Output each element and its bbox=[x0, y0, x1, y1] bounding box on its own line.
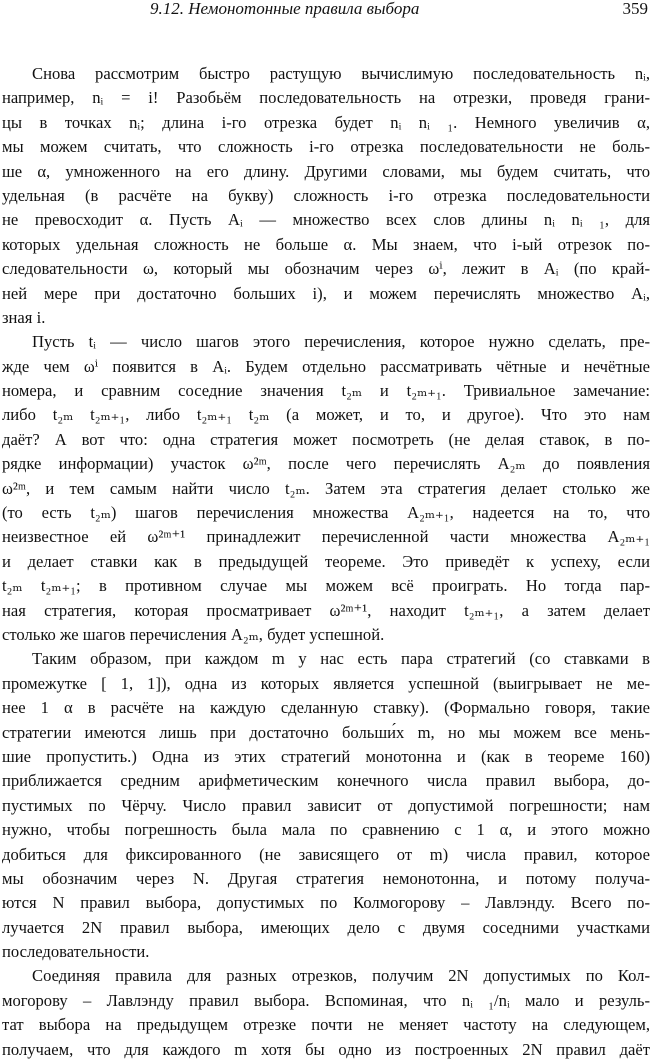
page-number: 359 bbox=[622, 0, 648, 18]
text-line: лучается 2N правил выбора, имеющих дело с двумя соседними участками bbox=[2, 917, 650, 937]
text-line: Пусть tᵢ — число шагов этого перечисления, которое нужно сделать, пре- bbox=[32, 332, 650, 352]
text-line: тат выбора на предыдущем отрезке почти не меняет частоту на следующем, bbox=[2, 1015, 650, 1035]
text-line: нужно, чтобы погрешность была мала по сравнению с 1 α, и этого можно bbox=[2, 820, 650, 840]
text-line: добиться для фиксированного (не зависящего от m) числа правил, которое bbox=[2, 844, 650, 864]
text-line: Снова рассмотрим быстро растущую вычислимую последовательность nᵢ, bbox=[32, 64, 650, 83]
text-line: Соединяя правила для разных отрезков, получим 2N допустимых по Кол- bbox=[32, 966, 650, 986]
text-line: ω²ᵐ, и тем самым найти число t₂ₘ. Затем эта стратегия делает столько же bbox=[2, 478, 650, 498]
page-header bbox=[0, 0, 652, 21]
text-line: нее 1 α в расчёте на каждую сделанную ставку). (Формально говоря, такие bbox=[2, 698, 650, 718]
text-line: пустимых по Чёрчу. Число правил зависит от допустимой погрешности; нам bbox=[2, 795, 650, 815]
text-line: столько же шагов перечисления A₂ₘ, будет успешной. bbox=[2, 624, 385, 644]
text-line: получаем, что для каждого m хотя бы одно из построенных 2N правил даёт bbox=[2, 1039, 650, 1059]
text-line: Таким образом, при каждом m у нас есть пара стратегий (со ставками в bbox=[32, 649, 650, 669]
text-line: могорову – Лавлэнду правил выбора. Вспоминая, что nᵢ ₁/nᵢ мало и резуль- bbox=[2, 990, 650, 1010]
running-title: 9.12. Немонотонные правила выбора bbox=[150, 0, 420, 18]
text-line: мы можем считать, что сложность i-го отрезка последовательности не боль- bbox=[2, 137, 650, 157]
text-line: ней мере при достаточно больших i), и можем перечислять множество Aᵢ, bbox=[2, 283, 650, 303]
text-line: неизвестное ей ω²ᵐ⁺¹ принадлежит перечисленной части множества A₂ₘ₊₁ bbox=[2, 527, 650, 547]
text-line: стратегии имеются лишь при достаточно больши́х m, но мы можем все мень- bbox=[2, 722, 650, 742]
text-line: приближается средним арифметическим конечного числа правил выбора, до- bbox=[2, 771, 650, 791]
text-line: не превосходит α. Пусть Aᵢ — множество всех слов длины nᵢ nᵢ ₁, для bbox=[2, 210, 650, 230]
text-line: мы обозначим через N. Другая стратегия немонотонна, и потому получа- bbox=[2, 868, 650, 888]
text-line: промежутке [ 1, 1]), одна из которых является успешной (выигрывает не ме- bbox=[2, 673, 650, 693]
text-line: например, nᵢ = i! Разобьём последовательность на отрезки, проведя грани- bbox=[2, 88, 650, 108]
text-line: ше α, умноженного на его длину. Другими словами, мы будем считать, что bbox=[2, 161, 650, 181]
text-line: рядке информации) участок ω²ᵐ, после чего перечислять A₂ₘ до появления bbox=[2, 454, 650, 474]
text-line: последовательности. bbox=[2, 942, 150, 962]
text-line: ная стратегия, которая просматривает ω²ᵐ⁺¹, находит t₂ₘ₊₁, а затем делает bbox=[2, 600, 650, 620]
text-line: ются N правил выбора, допустимых по Колмогорову – Лавлэнду. Всего по- bbox=[2, 893, 650, 913]
text-line: даёт? А вот что: одна стратегия может посмотреть (не делая ставок, в по- bbox=[2, 429, 650, 449]
text-line: t₂ₘ t₂ₘ₊₁; в противном случае мы можем всё проиграть. Но тогда пар- bbox=[2, 576, 650, 596]
text-line: удельная (в расчёте на букву) сложность i-го отрезка последовательности bbox=[2, 185, 650, 205]
body-text bbox=[2, 62, 650, 1062]
text-line: (то есть t₂ₘ) шагов перечисления множества A₂ₘ₊₁, надеется на то, что bbox=[2, 503, 650, 523]
text-line: которых удельная сложность не больше α. Мы знаем, что i-ый отрезок по- bbox=[2, 234, 650, 254]
text-line: либо t₂ₘ t₂ₘ₊₁, либо t₂ₘ₊₁ t₂ₘ (а может, и то, и другое). Что это нам bbox=[2, 405, 650, 425]
text-line: следовательности ω, который мы обозначим через ωⁱ, лежит в Aᵢ (по край- bbox=[2, 259, 650, 279]
text-line: цы в точках nᵢ; длина i-го отрезка будет nᵢ nᵢ ₁. Немного увеличив α, bbox=[2, 112, 650, 132]
text-line: зная i. bbox=[2, 307, 46, 327]
text-line: номера, и сравним соседние значения t₂ₘ и t₂ₘ₊₁. Тривиальное замечание: bbox=[2, 381, 650, 401]
text-line: шие пропустить.) Одна из этих стратегий монотонна и (как в теореме 160) bbox=[2, 746, 650, 766]
text-line: и делает ставки как в предыдущей теореме. Это приведёт к успеху, если bbox=[2, 551, 650, 571]
text-line: жде чем ωⁱ появится в Aᵢ. Будем отдельно рассматривать чётные и нечётные bbox=[2, 356, 650, 376]
